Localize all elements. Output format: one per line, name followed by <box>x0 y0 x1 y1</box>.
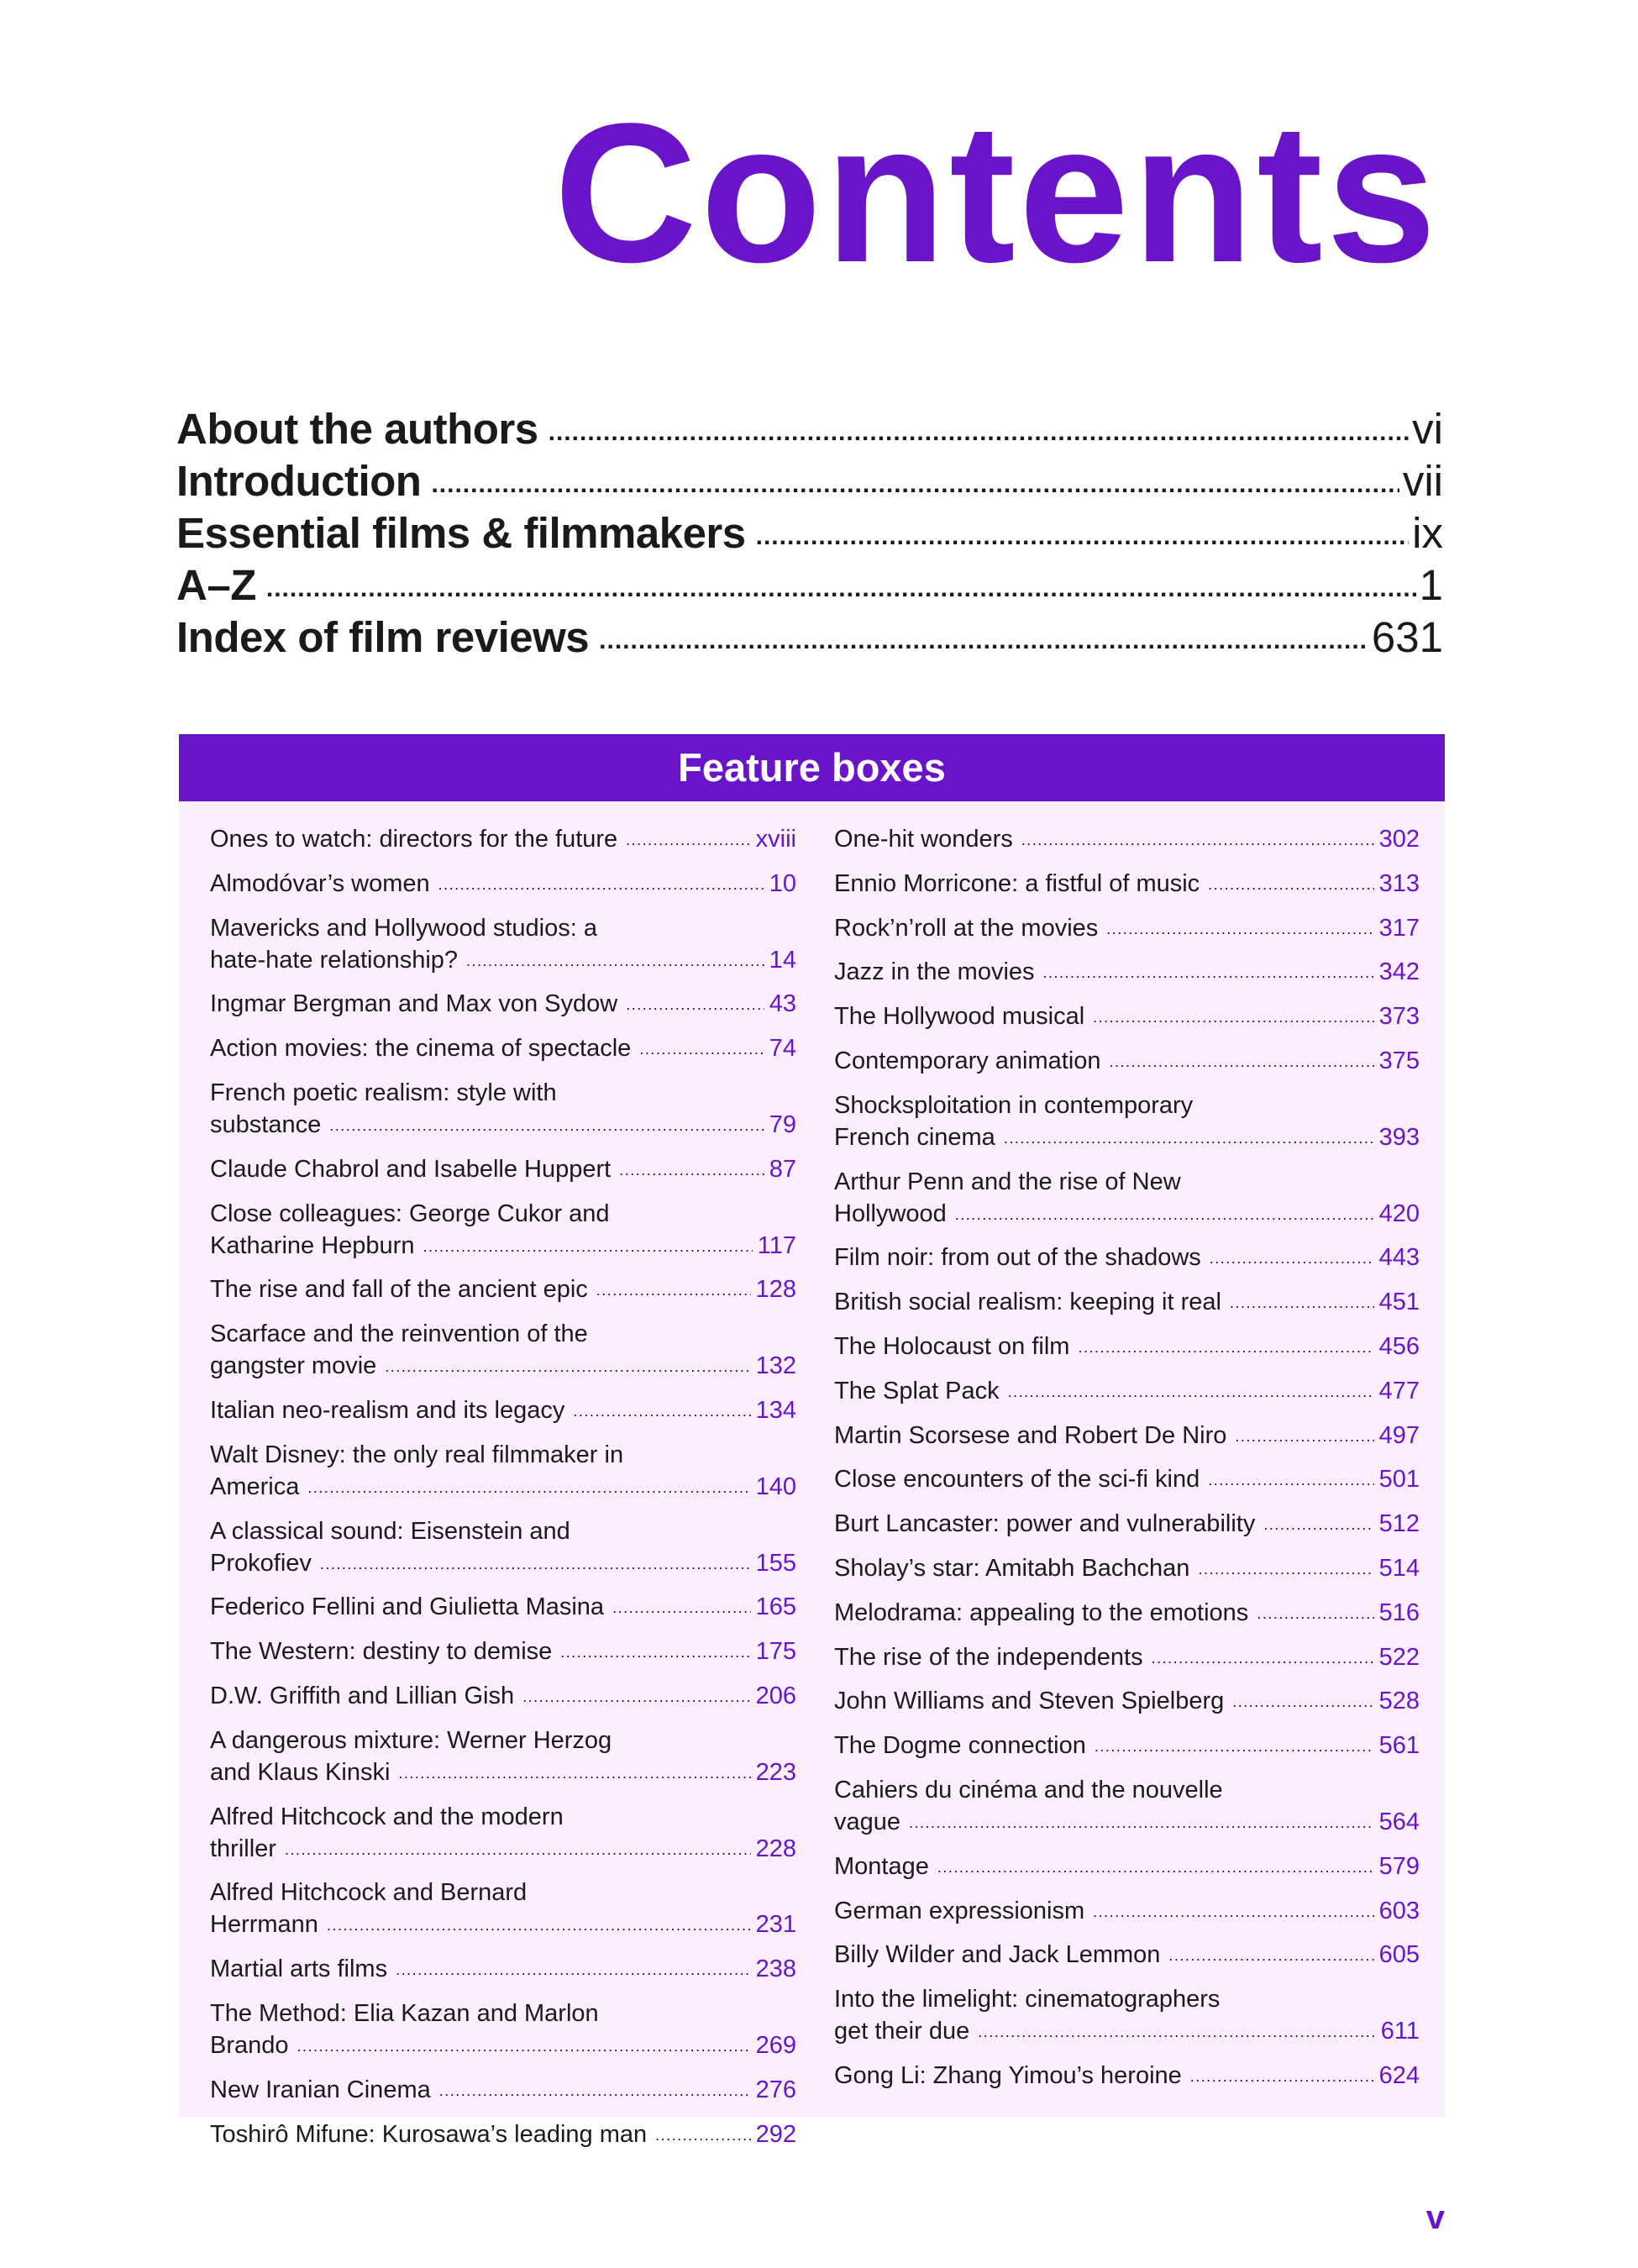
feature-entry[interactable] <box>834 1685 1420 1719</box>
feature-entry-title: D.W. Griffith and Lillian Gish <box>210 1682 515 1709</box>
feature-entry-page: 269 <box>755 2031 796 2059</box>
feature-entry-title: Prokofiev <box>210 1549 312 1577</box>
feature-entry[interactable] <box>834 868 1420 902</box>
feature-entry-line <box>210 1032 796 1067</box>
feature-entry-title: Katharine Hepburn <box>210 1231 415 1259</box>
feature-entry-line <box>210 988 796 1022</box>
toc-entry-label: About the authors <box>176 405 538 453</box>
feature-entry-line <box>834 1045 1420 1079</box>
feature-entry-line <box>834 1939 1420 1973</box>
feature-entry-page: 238 <box>755 1956 796 1983</box>
dot-leader <box>978 2016 1376 2048</box>
feature-entry-title: The Dogme connection <box>834 1732 1086 1760</box>
feature-entry-page: 516 <box>1378 1599 1420 1626</box>
dot-leader <box>466 945 764 977</box>
feature-entry[interactable] <box>210 1515 796 1582</box>
dot-leader <box>1106 913 1373 945</box>
feature-entry-line <box>834 1198 1420 1232</box>
feature-entry-page: 624 <box>1378 2061 1420 2089</box>
feature-entry-line <box>834 912 1420 947</box>
feature-entry-line <box>834 1641 1420 1676</box>
feature-entry-page: 522 <box>1378 1643 1420 1671</box>
toc-entry-label: Introduction <box>176 457 422 505</box>
feature-entry-line <box>210 1680 796 1714</box>
feature-entry-line <box>834 1685 1420 1719</box>
feature-entry[interactable] <box>834 1983 1420 2050</box>
feature-entry-line <box>210 1756 796 1791</box>
feature-entry[interactable] <box>834 1331 1420 1365</box>
feature-entry[interactable] <box>210 1077 796 1143</box>
dot-leader <box>1110 1046 1374 1078</box>
feature-entry-title: John Williams and Steven Spielberg <box>834 1688 1225 1715</box>
feature-entry-line <box>210 1591 796 1625</box>
feature-entry-page: 456 <box>1378 1332 1420 1360</box>
feature-entry-page: 564 <box>1378 1808 1420 1835</box>
feature-entry-page: 87 <box>769 1155 796 1183</box>
feature-entry-page: 317 <box>1378 914 1420 942</box>
feature-entry-page: 497 <box>1378 1421 1420 1449</box>
dot-leader <box>1198 1553 1373 1585</box>
feature-entry-title: Billy Wilder and Jack Lemmon <box>834 1941 1161 1969</box>
feature-entry[interactable] <box>210 1680 796 1714</box>
feature-boxes-panel <box>179 734 1445 2148</box>
dot-leader <box>398 1757 750 1789</box>
dot-leader <box>619 1154 764 1186</box>
feature-entry-title: Federico Fellini and Giulietta Masina <box>210 1593 605 1621</box>
feature-entry-page: 74 <box>769 1035 796 1063</box>
dot-leader <box>1021 824 1374 856</box>
feature-entry-line <box>834 956 1420 990</box>
feature-entry-line <box>210 1547 796 1582</box>
feature-entry-title: vague <box>834 1808 901 1835</box>
dot-leader <box>573 1395 750 1427</box>
feature-entry[interactable] <box>834 1000 1420 1035</box>
feature-entry-page: 140 <box>755 1473 796 1500</box>
feature-entry-page: 117 <box>757 1231 796 1259</box>
feature-entry-page: 451 <box>1378 1289 1420 1316</box>
feature-entry-title: Almodóvar’s women <box>210 869 430 897</box>
feature-entry-line <box>834 1806 1420 1840</box>
feature-entry-line <box>210 1635 796 1670</box>
feature-entry-page: 605 <box>1378 1941 1420 1969</box>
dot-leader <box>612 1592 751 1624</box>
feature-entry-page: 373 <box>1378 1003 1420 1031</box>
feature-entry-page: 477 <box>1378 1377 1420 1404</box>
feature-entry-page: 165 <box>755 1593 796 1621</box>
toc-entry-label: Index of film reviews <box>176 613 590 661</box>
dot-leader <box>626 824 750 856</box>
feature-entry-title: The Hollywood musical <box>834 1003 1085 1031</box>
dot-leader <box>560 1636 750 1668</box>
feature-entry-line <box>834 1000 1420 1035</box>
feature-entry-title: Close encounters of the sci-fi kind <box>834 1466 1200 1494</box>
toc-entry-label: A–Z <box>176 561 256 609</box>
feature-entry-line <box>210 944 796 979</box>
feature-list-right <box>834 823 1420 2104</box>
feature-entry-page: 528 <box>1378 1688 1420 1715</box>
dot-leader <box>297 2030 751 2062</box>
feature-entry-title: Sholay’s star: Amitabh Bachchan <box>834 1554 1190 1582</box>
feature-entry[interactable] <box>834 1242 1420 1276</box>
feature-entry[interactable] <box>210 1394 796 1429</box>
feature-entry-title: Martial arts films <box>210 1956 388 1983</box>
feature-entry-line <box>210 1833 796 1867</box>
feature-entry[interactable] <box>834 1774 1420 1840</box>
feature-entry-line <box>834 1851 1420 1885</box>
feature-entry[interactable] <box>834 1420 1420 1454</box>
feature-entry-title: Brando <box>210 2031 289 2059</box>
feature-entry-title: Italian neo-realism and its legacy <box>210 1396 565 1424</box>
feature-entry[interactable] <box>210 1801 796 1867</box>
feature-entry-title: hate-hate relationship? <box>210 946 459 974</box>
feature-entry[interactable] <box>834 1166 1420 1232</box>
dot-leader <box>1152 1642 1374 1674</box>
feature-entry-line <box>834 1420 1420 1454</box>
dot-leader <box>955 1199 1374 1231</box>
feature-entry-title: Burt Lancaster: power and vulnerability <box>834 1510 1256 1538</box>
dot-leader <box>937 1851 1374 1883</box>
feature-entry-line <box>834 2015 1420 2050</box>
feature-entry-page: 611 <box>1380 2018 1420 2045</box>
feature-entry-page: xviii <box>755 826 796 853</box>
feature-entry-line <box>210 1273 796 1308</box>
feature-entry-title-line: Scarface and the reinvention of the <box>210 1320 588 1348</box>
dot-leader <box>1095 1730 1374 1762</box>
feature-entry-page: 132 <box>755 1352 796 1380</box>
feature-entry[interactable] <box>210 1998 796 2064</box>
feature-entry-page: 175 <box>755 1638 796 1666</box>
feature-entry[interactable] <box>834 1508 1420 1542</box>
feature-entry[interactable] <box>210 2118 796 2153</box>
dot-leader <box>1004 1122 1374 1154</box>
feature-entry-title: Jazz in the movies <box>834 958 1035 986</box>
feature-entry[interactable] <box>834 1089 1420 1156</box>
dot-leader <box>1208 869 1373 900</box>
dot-leader <box>320 1548 751 1580</box>
feature-entry[interactable] <box>834 1851 1420 1885</box>
dot-leader <box>599 615 1368 667</box>
feature-entry-line <box>210 2029 796 2064</box>
feature-entry-title: Action movies: the cinema of spectacle <box>210 1035 632 1063</box>
feature-entry-page: 231 <box>755 1911 796 1939</box>
feature-entry-title: Claude Chabrol and Isabelle Huppert <box>210 1155 612 1183</box>
feature-entry-page: 223 <box>755 1758 796 1786</box>
feature-entry-title-line: Cahiers du cinéma and the nouvelle <box>834 1776 1223 1803</box>
feature-entry-line <box>210 1109 796 1143</box>
dot-leader <box>438 869 764 900</box>
dot-leader <box>396 1954 751 1986</box>
dot-leader <box>639 1033 764 1065</box>
feature-entry-line <box>210 1471 796 1505</box>
feature-entry-page: 342 <box>1378 958 1420 986</box>
feature-entry-title: and Klaus Kinski <box>210 1758 391 1786</box>
feature-entry-page: 206 <box>755 1682 796 1709</box>
dot-leader <box>909 1807 1374 1839</box>
dot-leader <box>596 1274 751 1306</box>
feature-boxes-heading: Feature boxes <box>179 734 1445 801</box>
feature-entry[interactable] <box>834 1463 1420 1498</box>
feature-entry[interactable] <box>834 912 1420 947</box>
dot-leader <box>285 1834 751 1866</box>
toc-entry-page: vi <box>1412 405 1443 453</box>
dot-leader <box>307 1472 750 1504</box>
feature-entry[interactable] <box>834 1597 1420 1631</box>
feature-list-left <box>210 823 796 2162</box>
feature-entry-title: gangster movie <box>210 1352 377 1380</box>
feature-entry-page: 14 <box>769 946 796 974</box>
feature-entry-page: 276 <box>755 2076 796 2103</box>
dot-leader <box>1235 1420 1373 1452</box>
feature-entry-page: 134 <box>755 1396 796 1424</box>
feature-entry-title: The rise of the independents <box>834 1643 1143 1671</box>
feature-entry-title: British social realism: keeping it real <box>834 1289 1221 1316</box>
feature-entry[interactable] <box>210 1439 796 1505</box>
feature-entry[interactable] <box>210 1273 796 1308</box>
feature-entry-title: thriller <box>210 1835 276 1862</box>
feature-entry-page: 512 <box>1378 1510 1420 1538</box>
toc-entry[interactable] <box>176 455 1443 507</box>
feature-entry-title: America <box>210 1473 300 1500</box>
feature-entry-page: 603 <box>1378 1897 1420 1924</box>
feature-entry[interactable] <box>210 1591 796 1625</box>
feature-entry[interactable] <box>834 2060 1420 2094</box>
feature-entry[interactable] <box>210 1877 796 1943</box>
feature-entry-line <box>210 2118 796 2153</box>
feature-entry-line <box>834 2060 1420 2094</box>
dot-leader <box>1093 1896 1373 1928</box>
dot-leader <box>1093 1001 1373 1033</box>
feature-entry-title-line: Walt Disney: the only real filmmaker in <box>210 1441 624 1468</box>
dot-leader <box>1210 1242 1374 1274</box>
toc-entry[interactable] <box>176 559 1443 612</box>
feature-entry-title: The Western: destiny to demise <box>210 1638 553 1666</box>
feature-entry[interactable] <box>834 1552 1420 1587</box>
feature-entry-line <box>210 1394 796 1429</box>
dot-leader <box>1230 1287 1374 1319</box>
dot-leader <box>266 563 1416 615</box>
feature-entry-line <box>834 1286 1420 1320</box>
feature-entry-page: 313 <box>1378 869 1420 897</box>
toc-entry-page: 631 <box>1371 613 1443 661</box>
dot-leader <box>1257 1598 1373 1630</box>
feature-entry-title: Rock’n’roll at the movies <box>834 914 1099 942</box>
feature-entry[interactable] <box>834 1375 1420 1410</box>
feature-entry[interactable] <box>210 1725 796 1791</box>
feature-entry-page: 375 <box>1378 1047 1420 1074</box>
toc-entry-label: Essential films & filmmakers <box>176 509 746 557</box>
feature-entry[interactable] <box>210 1032 796 1067</box>
dot-leader <box>1232 1686 1373 1718</box>
feature-entry-line <box>834 1463 1420 1498</box>
feature-entry-page: 302 <box>1378 826 1420 853</box>
feature-entry-title-line: A dangerous mixture: Werner Herzog <box>210 1726 612 1754</box>
feature-entry[interactable] <box>210 1635 796 1670</box>
feature-entry-title: German expressionism <box>834 1897 1085 1924</box>
dot-leader <box>1078 1331 1373 1363</box>
feature-entry-title: The Splat Pack <box>834 1377 1000 1404</box>
feature-entry[interactable] <box>210 988 796 1022</box>
feature-entry-title: One-hit wonders <box>834 826 1013 853</box>
feature-entry[interactable] <box>210 1318 796 1384</box>
feature-entry[interactable] <box>834 823 1420 858</box>
toc-entry-page: vii <box>1402 457 1443 505</box>
feature-entry-title: The rise and fall of the ancient epic <box>210 1276 588 1304</box>
feature-entry-page: 128 <box>755 1276 796 1304</box>
feature-entry-line <box>210 1953 796 1987</box>
feature-entry[interactable] <box>210 1153 796 1188</box>
feature-entry-line <box>834 868 1420 902</box>
feature-entry-page: 79 <box>769 1110 796 1138</box>
feature-entry-title: Martin Scorsese and Robert De Niro <box>834 1421 1227 1449</box>
feature-entry-title: French cinema <box>834 1123 995 1151</box>
dot-leader <box>655 2119 750 2151</box>
feature-entry-title-line: Into the limelight: cinematographers <box>834 1986 1221 2013</box>
dot-leader <box>329 1110 764 1142</box>
dot-leader <box>1263 1509 1373 1541</box>
feature-entry-page: 514 <box>1378 1554 1420 1582</box>
feature-entry-page: 10 <box>769 869 796 897</box>
feature-entry-page: 579 <box>1378 1852 1420 1880</box>
dot-leader <box>522 1681 751 1713</box>
dot-leader <box>1190 2061 1374 2092</box>
feature-entry-title: substance <box>210 1110 322 1138</box>
toc-entry[interactable] <box>176 403 1443 455</box>
feature-entry-title-line: Shocksploitation in contemporary <box>834 1091 1194 1119</box>
feature-entry-title: Montage <box>834 1852 929 1880</box>
dot-leader <box>756 511 1410 563</box>
feature-entry-line <box>834 1730 1420 1764</box>
dot-leader <box>1168 1940 1373 1971</box>
feature-entry-page: 155 <box>755 1549 796 1577</box>
feature-entry[interactable] <box>834 1641 1420 1676</box>
dot-leader <box>626 989 764 1021</box>
feature-entry-page: 393 <box>1378 1123 1420 1151</box>
feature-entry-page: 420 <box>1378 1200 1420 1227</box>
feature-entry-title-line: Alfred Hitchcock and Bernard <box>210 1879 528 1907</box>
feature-entry-title: Herrmann <box>210 1911 318 1939</box>
feature-entry[interactable] <box>834 956 1420 990</box>
feature-entry-page: 443 <box>1378 1244 1420 1272</box>
dot-leader <box>439 2075 751 2107</box>
feature-entry-title-line: Arthur Penn and the rise of New <box>834 1168 1181 1195</box>
feature-entry[interactable] <box>210 1198 796 1264</box>
feature-entry-line <box>210 2074 796 2108</box>
feature-entry-page: 501 <box>1378 1466 1420 1494</box>
feature-entry-title: Hollywood <box>834 1200 947 1227</box>
dot-leader <box>1043 957 1374 989</box>
feature-entry-line <box>834 1331 1420 1365</box>
feature-entry[interactable] <box>834 1286 1420 1320</box>
feature-entry-line <box>834 1552 1420 1587</box>
feature-entry-line <box>834 1597 1420 1631</box>
feature-entry[interactable] <box>210 912 796 979</box>
page-title: Contents <box>554 82 1440 304</box>
feature-entry-title-line: Alfred Hitchcock and the modern <box>210 1803 564 1830</box>
main-table-of-contents <box>176 403 1443 664</box>
dot-leader <box>327 1909 751 1941</box>
dot-leader <box>423 1231 752 1263</box>
feature-entry-title-line: French poetic realism: style with <box>210 1079 557 1106</box>
feature-entry-line <box>834 823 1420 858</box>
feature-entry-title-line: A classical sound: Eisenstein and <box>210 1517 570 1545</box>
feature-entry-title: get their due <box>834 2018 970 2045</box>
feature-entry-line <box>210 868 796 902</box>
feature-entry-title: Toshirô Mifune: Kurosawa’s leading man <box>210 2120 648 2148</box>
feature-entry[interactable] <box>210 1953 796 1987</box>
feature-entry-line <box>210 823 796 858</box>
dot-leader <box>1008 1376 1374 1408</box>
toc-entry-page: 1 <box>1419 561 1443 609</box>
feature-entry-title: Gong Li: Zhang Yimou’s heroine <box>834 2061 1182 2089</box>
feature-entry-line <box>834 1121 1420 1156</box>
feature-entry-title: Melodrama: appealing to the emotions <box>834 1599 1249 1626</box>
feature-entry[interactable] <box>834 1730 1420 1764</box>
toc-entry-page: ix <box>1412 509 1443 557</box>
feature-entry-title: Ones to watch: directors for the future <box>210 826 618 853</box>
feature-entry-title: Ennio Morricone: a fistful of music <box>834 869 1200 897</box>
feature-entry-title-line: The Method: Elia Kazan and Marlon <box>210 1999 599 2027</box>
dot-leader <box>549 407 1410 459</box>
toc-entry[interactable] <box>176 612 1443 664</box>
dot-leader <box>431 459 1399 511</box>
feature-entry-line <box>834 1508 1420 1542</box>
feature-entry[interactable] <box>834 1895 1420 1929</box>
feature-entry-line <box>834 1895 1420 1929</box>
feature-entry-line <box>210 1350 796 1384</box>
feature-entry[interactable] <box>834 1939 1420 1973</box>
feature-entry-title-line: Close colleagues: George Cukor and <box>210 1200 610 1227</box>
dot-leader <box>385 1351 750 1383</box>
feature-entry[interactable] <box>210 823 796 858</box>
feature-entry-page: 43 <box>769 990 796 1018</box>
feature-entry-title: Contemporary animation <box>834 1047 1101 1074</box>
feature-entry-title: Film noir: from out of the shadows <box>834 1244 1201 1272</box>
feature-entry-line <box>210 1230 796 1264</box>
page-number: v <box>1425 2199 1445 2236</box>
feature-entry-page: 561 <box>1378 1732 1420 1760</box>
feature-entry-title: New Iranian Cinema <box>210 2076 431 2103</box>
feature-entry-page: 228 <box>755 1835 796 1862</box>
feature-entry[interactable] <box>834 1045 1420 1079</box>
toc-entry[interactable] <box>176 507 1443 559</box>
feature-entry-line <box>210 1908 796 1943</box>
feature-entry-title: The Holocaust on film <box>834 1332 1070 1360</box>
feature-entry-title-line: Mavericks and Hollywood studios: a <box>210 914 597 942</box>
feature-entry-title: Ingmar Bergman and Max von Sydow <box>210 990 618 1018</box>
feature-entry-line <box>834 1375 1420 1410</box>
feature-entry-line <box>834 1242 1420 1276</box>
dot-leader <box>1208 1464 1373 1496</box>
feature-entry-line <box>210 1153 796 1188</box>
feature-entry[interactable] <box>210 868 796 902</box>
feature-entry[interactable] <box>210 2074 796 2108</box>
feature-entry-page: 292 <box>755 2120 796 2148</box>
